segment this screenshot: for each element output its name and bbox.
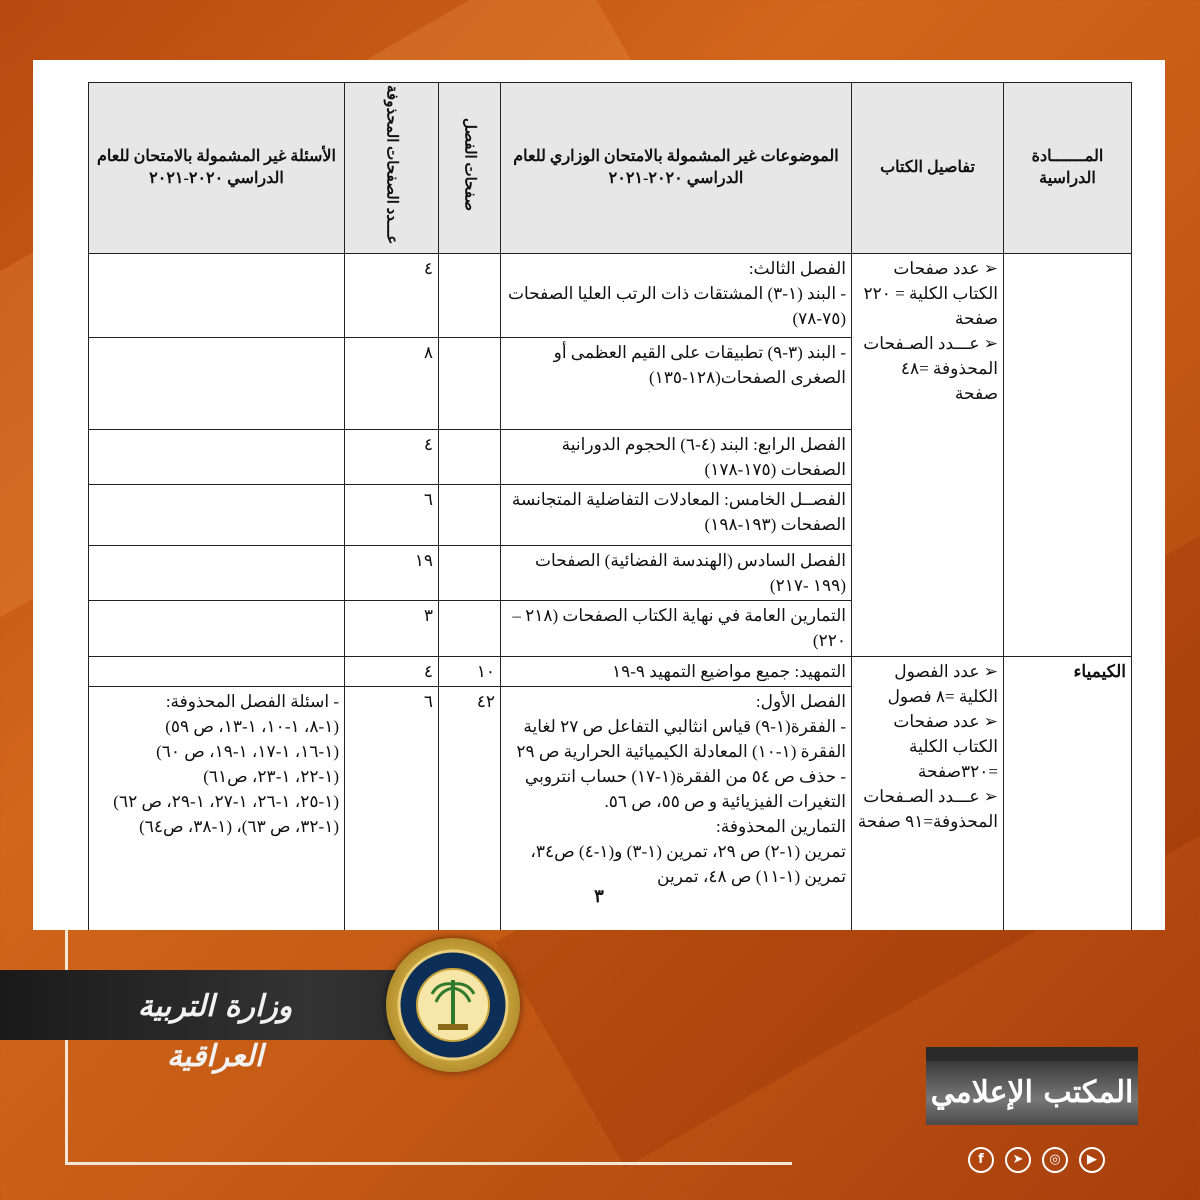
website-icon[interactable]: ◎ <box>1042 1147 1068 1173</box>
chapter-pages-cell: ١٠ <box>439 657 501 687</box>
questions-cell <box>89 601 345 657</box>
questions-cell <box>89 338 345 430</box>
header-excluded-topics: الموضوعات غير المشمولة بالامتحان الوزاري للعام الدراسي ٢٠٢٠-٢٠٢١ <box>501 83 852 254</box>
table-row <box>89 657 1132 687</box>
chem-detail-total: ➢ عدد صفحات الكتاب الكلية =٣٢٠صفحة <box>893 712 998 782</box>
telegram-icon[interactable]: ➤ <box>1005 1147 1031 1173</box>
media-office-title: المكتب الإعلامي <box>930 1075 1134 1110</box>
frame-line <box>65 1162 792 1165</box>
document-page <box>33 60 1165 930</box>
chem-intro-topic: التمهيد: جميع مواضيع التمهيد ٩-١٩ <box>501 657 852 687</box>
deleted-pages-cell: ١٩ <box>345 546 439 601</box>
youtube-icon[interactable]: ▶ <box>1079 1147 1105 1173</box>
math-topic-cell <box>501 254 852 338</box>
header-excluded-questions: الأسئلة غير المشمولة بالامتحان للعام الدراسي ٢٠٢٠-٢٠٢١ <box>89 83 345 254</box>
math-detail-total: ➢ عدد صفحات الكتاب الكلية = ٢٢٠ صفحة <box>863 259 998 329</box>
math-topic-cell: الفصــل الخامس: المعادلات التفاضلية المتجانسة الصفحات (١٩٣-١٩٨) <box>501 485 852 546</box>
topic-line: - الفقرة(١-٩) قياس انثالبي التفاعل ص ٢٧ لغاية الفقرة (١-١٠) المعادلة الكيميائية الحرارية ص ٢٩ <box>516 717 846 762</box>
deleted-pages-cell: ٨ <box>345 338 439 430</box>
deleted-pages-cell: ٤ <box>345 430 439 485</box>
question-line: - اسئلة الفصل المحذوفة: <box>165 692 339 712</box>
topic-line: - البند (١-٣) المشتقات ذات الرتب العليا الصفحات (٧٥-٧٨) <box>507 284 846 329</box>
math-topic-cell: - البند (٣-٩) تطبيقات على القيم العظمى أو الصغرى الصفحات(١٢٨-١٣٥) <box>501 338 852 430</box>
questions-cell <box>89 546 345 601</box>
deleted-pages-cell: ٦ <box>345 485 439 546</box>
emblem-icon <box>386 938 520 1072</box>
math-book-details <box>852 254 1004 657</box>
questions-cell <box>89 657 345 687</box>
question-line: (١-٢٢، ١-٢٣، ص٦١) <box>203 767 339 787</box>
question-line: (١-٨، ١-١٠، ١-١٣، ص ٥٩) <box>165 717 339 737</box>
math-detail-deleted: ➢ عـــدد الصـفحات المحذوفة =٤٨ صفحة <box>863 334 998 404</box>
excluded-topics-table <box>88 82 1132 930</box>
chapter-pages-cell: ٤٢ <box>439 687 501 930</box>
page-number: ٣ <box>594 886 604 907</box>
header-chapter-pages: صفحات الفصل <box>439 83 501 254</box>
ministry-emblem <box>386 938 520 1072</box>
chapter-pages-cell <box>439 254 501 338</box>
deleted-pages-cell: ٦ <box>345 687 439 930</box>
math-topic-cell: الفصل الرابع: البند (٤-٦) الحجوم الدورانية الصفحات (١٧٥-١٧٨) <box>501 430 852 485</box>
ministry-name: وزارة التربية العراقية <box>137 989 293 1074</box>
chem-detail-chapters: ➢ عدد الفصول الكلية =٨ فصول <box>887 662 998 707</box>
table-header-row <box>89 83 1132 254</box>
table-row <box>89 254 1132 338</box>
facebook-icon[interactable]: f <box>968 1147 994 1173</box>
topic-line: تمرين (١-٢) ص ٢٩، تمرين (١-٣) و(١-٤) ص٣٤، تمرين (١-١١) ص ٤٨، تمرين <box>530 842 846 887</box>
header-book-details: تفاصيل الكتاب <box>852 83 1004 254</box>
header-subject: المـــــــادة الدراسية <box>1004 83 1132 254</box>
math-topic-cell: التمارين العامة في نهاية الكتاب الصفحات (٢١٨ – ٢٢٠) <box>501 601 852 657</box>
chem-detail-deleted: ➢ عـــدد الصـفحات المحذوفة=٩١ صفحة <box>857 787 998 832</box>
deleted-pages-cell: ٤ <box>345 657 439 687</box>
topic-line: الفصل الثالث: <box>748 259 846 279</box>
chapter-pages-cell <box>439 485 501 546</box>
math-subject-cell <box>1004 254 1132 657</box>
question-line: (١-٣٢، ص ٦٣)، (١-٣٨، ص٦٤) <box>139 817 339 837</box>
questions-cell <box>89 430 345 485</box>
chemistry-subject-cell: الكيمياء <box>1004 657 1132 930</box>
question-line: (١-١٦، ١-١٧، ١-١٩، ص ٦٠) <box>156 742 339 762</box>
question-line: (١-٢٥، ١-٢٦، ١-٢٧، ١-٢٩، ص ٦٢) <box>113 792 339 812</box>
questions-cell <box>89 254 345 338</box>
questions-cell <box>89 485 345 546</box>
topic-line: الفصل الأول: <box>755 692 846 712</box>
chapter-pages-cell <box>439 430 501 485</box>
header-deleted-pages: عـــدد الصفحات المحذوفة <box>345 83 439 254</box>
chapter-pages-cell <box>439 546 501 601</box>
chapter-pages-cell <box>439 601 501 657</box>
math-topic-cell: الفصل السادس (الهندسة الفضائية) الصفحات (١٩٩ -٢١٧) <box>501 546 852 601</box>
deleted-pages-cell: ٤ <box>345 254 439 338</box>
deleted-pages-cell: ٣ <box>345 601 439 657</box>
topic-line: - حذف ص ٥٤ من الفقرة(١-١٧) حساب انتروبي التغيرات الفيزيائية و ص ٥٥، ص ٥٦. <box>524 767 846 812</box>
chapter-pages-cell <box>439 338 501 430</box>
topic-line: التمارين المحذوفة: <box>716 817 846 837</box>
